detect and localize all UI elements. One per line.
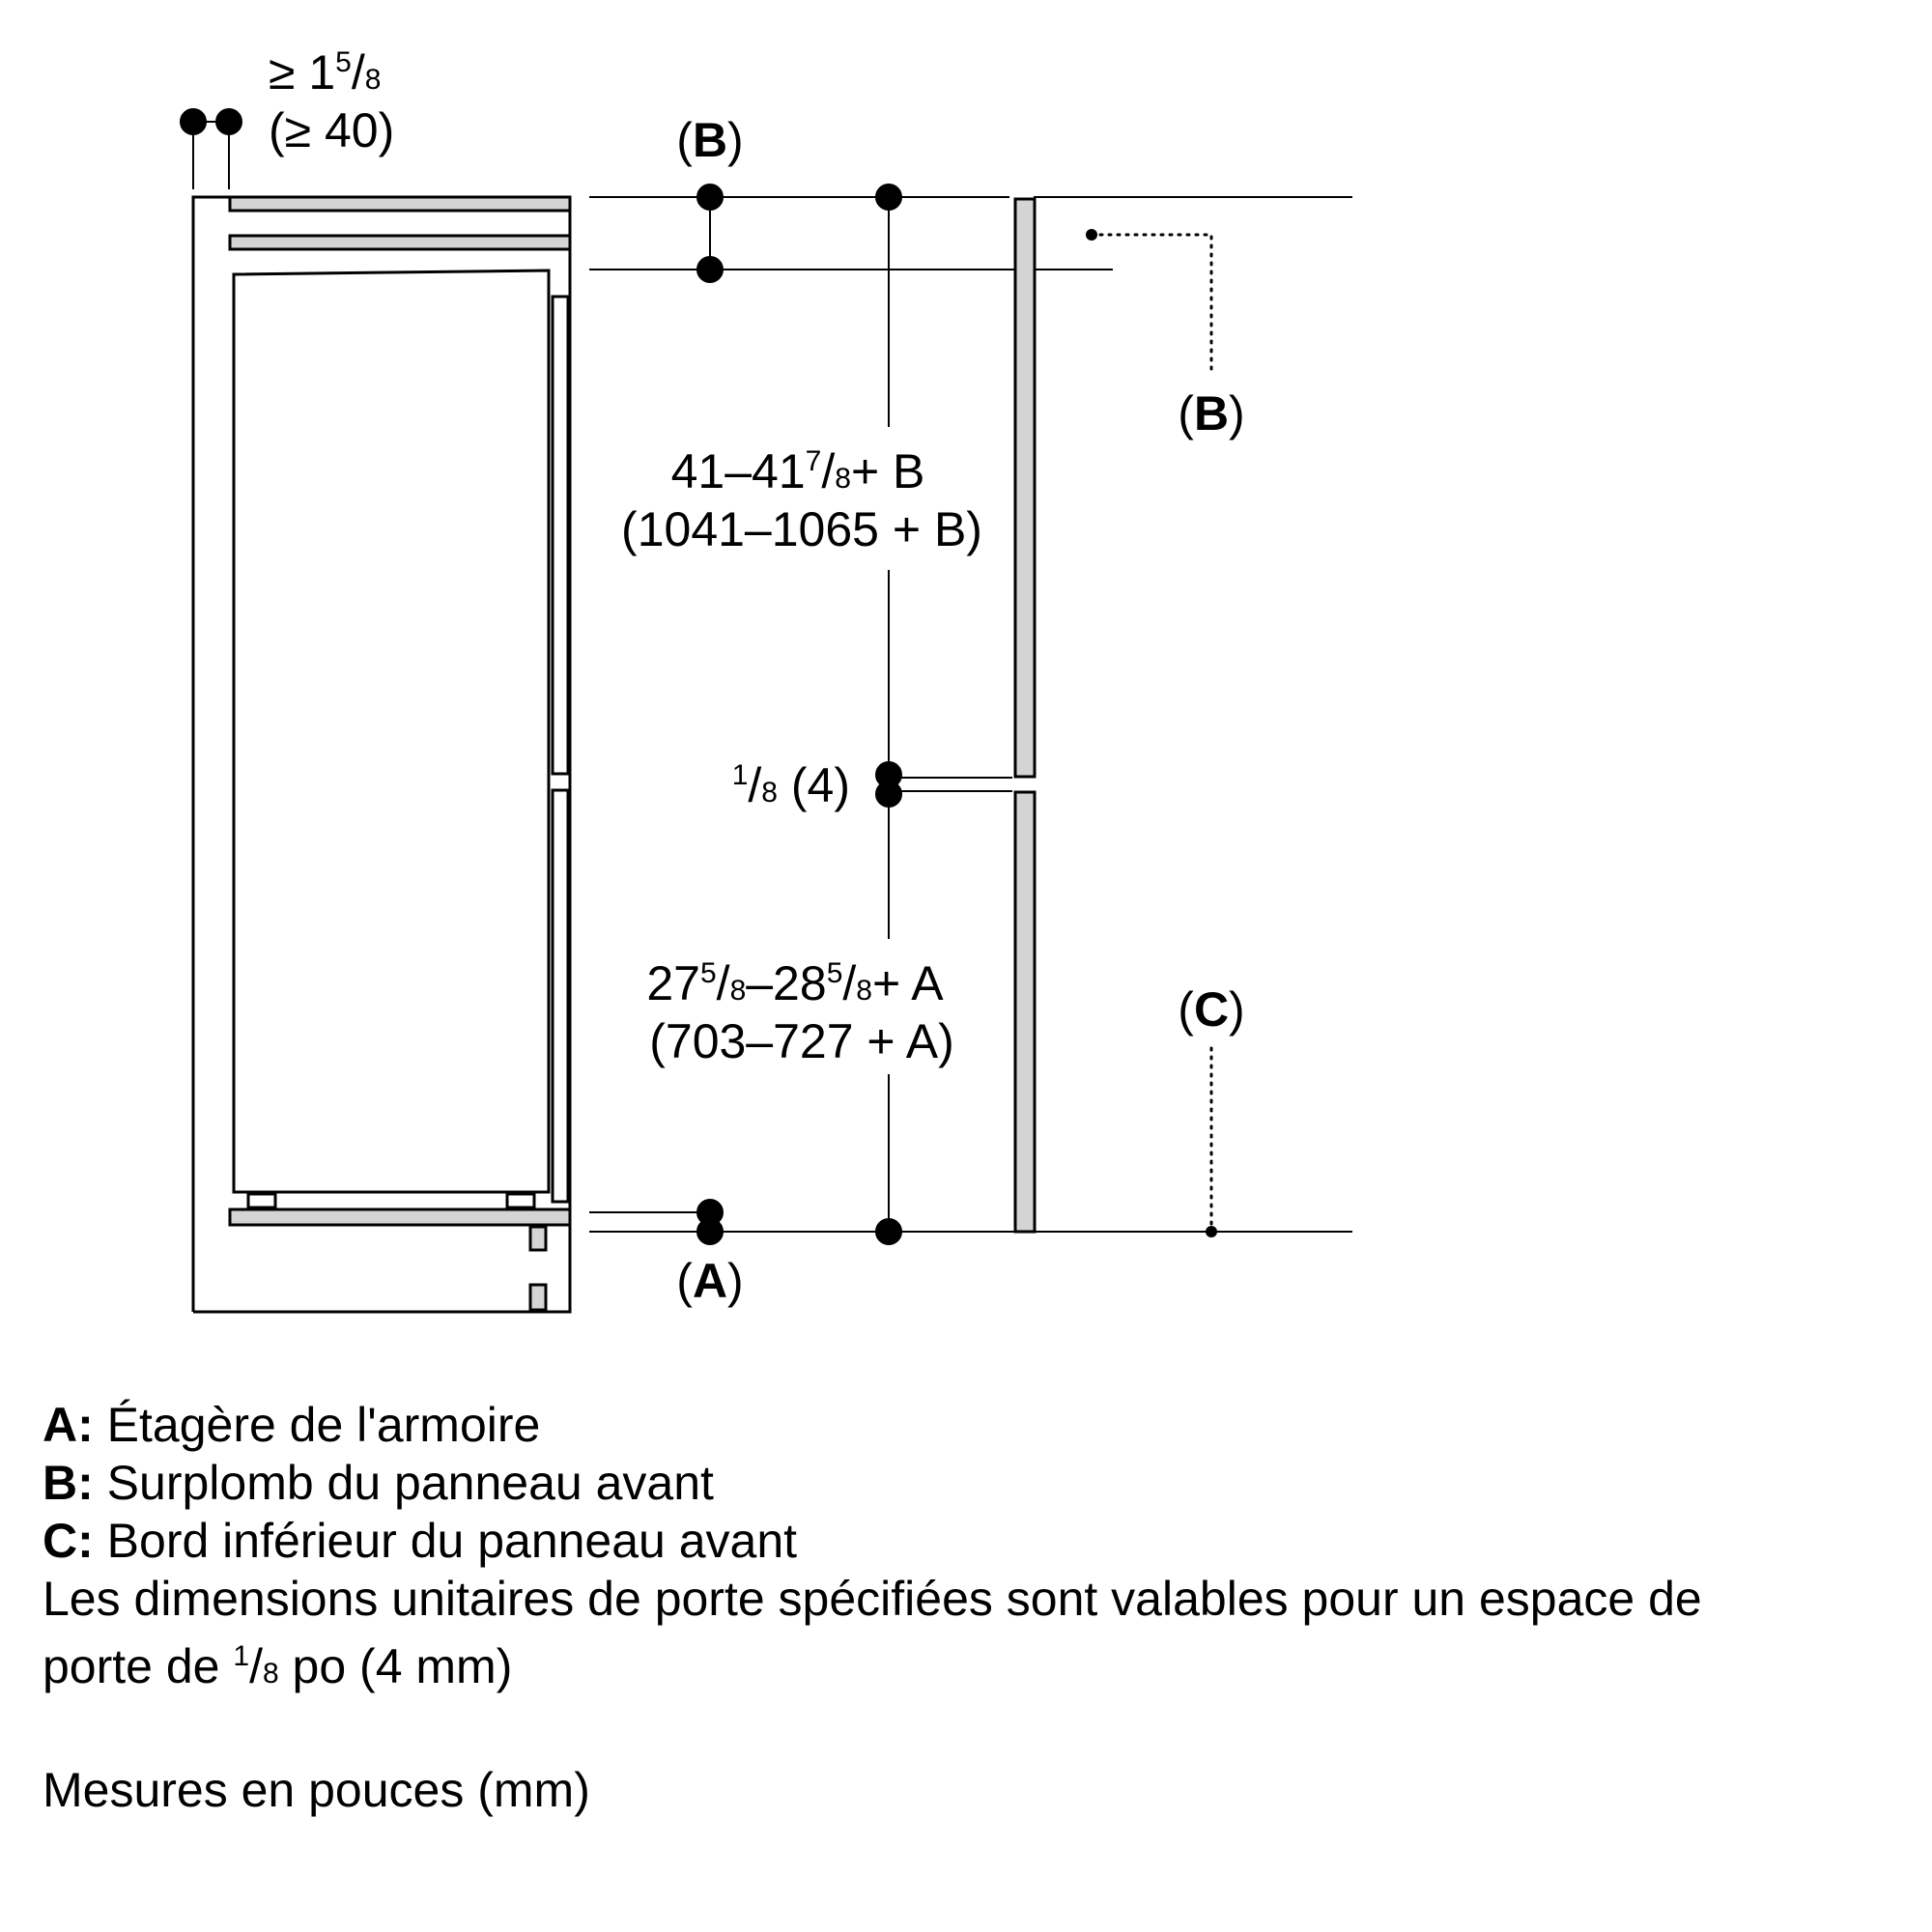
front-panel-upper [1015,199,1035,777]
top-gap-dot-left [181,109,206,134]
front-panel-lower [1015,792,1035,1232]
legend [43,1396,1897,1819]
appliance-body [234,270,549,1192]
kick-block-lower [530,1285,546,1310]
legend-a-text: Étagère de l'armoire [93,1398,541,1452]
callout-b-top: (B) [676,113,744,167]
callout-b-right: (B) [1178,386,1245,440]
legend-b [43,1454,1897,1512]
dim-dot-bottom [876,1219,901,1244]
a-dot-bottom [697,1219,723,1244]
top-gap-mm-label: (≥ 40) [269,103,395,157]
reference-lines [589,197,1352,1232]
top-gap-marker [181,109,242,189]
lower-door-mm-label: (703–727 + A) [649,1014,954,1068]
callout-a-bottom: (A) [676,1254,744,1308]
top-shelf-1 [230,197,570,211]
upper-door-inch-label: $41-41^7/8+ B$ [670,444,925,498]
kick-block-upper [530,1227,546,1250]
foot-right [507,1194,534,1208]
lower-door-inch-label: $27^5/8-28^5/8+ A$ [646,956,944,1010]
bottom-shelf [230,1209,570,1225]
legend-c [43,1512,1897,1570]
cabinet-side-view [193,197,570,1312]
legend-c-text: Bord inférieur du panneau avant [93,1514,798,1568]
leader-b-dot [1086,229,1097,241]
side-door-lower [553,790,568,1202]
shelf-a-dimension [697,1200,723,1244]
door-height-dimension [876,185,901,1244]
legend-note-line2: porte de $^1$/8 po (4 mm) [43,1639,513,1693]
side-door-upper [553,297,568,774]
b-dot-bottom [697,257,723,282]
door-gap-label: $^1$/8 (4) [731,758,850,812]
legend-a [43,1396,1897,1454]
leader-c-dot [1206,1226,1217,1237]
legend-a-key: A: [43,1398,94,1452]
callout-c-right: (C) [1178,982,1245,1037]
legend-b-text: Surplomb du panneau avant [93,1456,714,1510]
upper-door-mm-label: (1041–1065 + B) [621,502,982,556]
foot-left [248,1194,275,1208]
overhang-b-dimension [697,185,723,282]
top-gap-inch-label: ≥ $1^5/8$ [269,45,382,99]
front-panels [1015,199,1035,1232]
top-shelf-2 [230,236,570,249]
dim-dot-gap-lower [876,781,901,807]
b-dot-top [697,185,723,210]
legend-units: Mesures en pouces (mm) [43,1763,590,1817]
dotted-leaders [1092,235,1211,1232]
leader-b-right [1092,235,1211,369]
legend-c-key: C: [43,1514,94,1568]
legend-b-key: B: [43,1456,94,1510]
top-gap-dot-right [216,109,242,134]
legend-note-line1: Les dimensions unitaires de porte spécifiées sont valables pour un espace de [43,1572,1702,1626]
dim-dot-top [876,185,901,210]
